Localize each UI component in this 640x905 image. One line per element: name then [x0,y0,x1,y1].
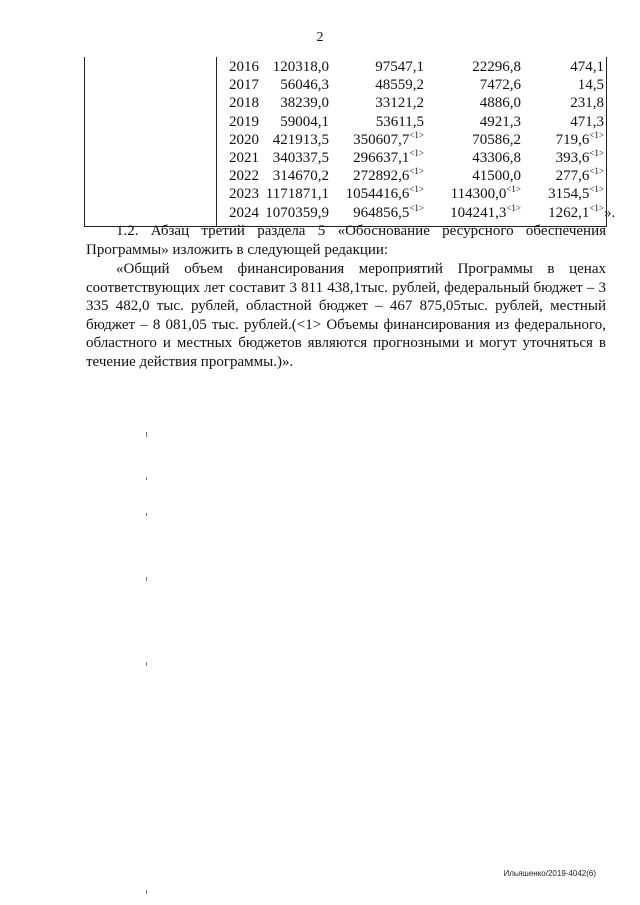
year-cell-value: 2022 [229,168,259,185]
table-row [217,76,606,94]
year-cell [217,149,263,167]
year-cell-value: 2024 [229,204,259,221]
local-cell [521,113,604,131]
federal-cell [329,167,424,185]
table-row [217,94,606,112]
year-cell-value: 2020 [229,131,259,148]
table-row [217,167,606,185]
row-tail [604,204,616,222]
regional-cell-value: 22296,8 [472,59,521,75]
year-cell [217,58,263,76]
row-tail [604,113,606,131]
regional-cell-value: 43306,8 [472,149,521,166]
local-cell-value: 1262,1 [548,204,590,221]
local-cell [521,94,604,112]
paragraph-amendment: 1.2. Абзац третий раздела 5 «Обоснование ресурсного обеспечения Программы» изложить в следующей редакции: [86,223,606,258]
year-cell [217,94,263,112]
scan-speck [146,477,147,480]
year-cell-value: 2016 [229,59,259,75]
scan-speck [146,662,147,666]
total-cell-value: 59004,1 [280,113,329,130]
footnote-marker: <1> [589,147,604,158]
local-cell-value: 277,6 [555,168,590,185]
total-cell [263,58,329,76]
local-cell-value: 719,6 [555,131,590,148]
footer-code: Ильяшенко/2019-4042(6) [503,869,596,878]
footnote-marker: <1> [589,129,604,140]
year-cell [217,131,263,149]
total-cell-value: 1171871,1 [265,186,329,203]
total-cell [263,167,329,185]
table-rows [217,58,616,222]
federal-cell [329,185,424,203]
local-cell [521,167,604,185]
total-cell [263,113,329,131]
regional-cell [424,76,521,94]
federal-cell-value: 964856,5 [353,204,410,221]
federal-cell-value: 53611,5 [375,113,424,130]
footnote-marker: <1> [409,184,424,195]
federal-cell [329,204,424,222]
federal-cell-value: 33121,2 [375,95,424,112]
paragraph-quote: «Общий объем финансирования мероприятий Программы в ценах соответствующих лет составит 3 811 438,1тыс. рублей, федеральный бюджет – 3 335 482,0 тыс. рублей, областной бюджет – 467 875,05тыс. рублей, местный бюджет – 8 081,05 тыс. рублей.(<1> Объемы финансирования из федерального, областного и местных бюджетов являются прогнозными и могут уточняться в течение действия программы.)». [86,261,606,370]
local-cell [521,149,604,167]
row-tail [604,76,606,94]
regional-cell [424,149,521,167]
total-cell [263,94,329,112]
table-empty-column [85,57,217,226]
footnote-marker: <1> [589,166,604,177]
table-row [217,149,606,167]
local-cell [521,204,604,222]
local-cell [521,58,604,76]
federal-cell [329,76,424,94]
total-cell [263,149,329,167]
year-cell [217,76,263,94]
total-cell [263,185,329,203]
footnote-marker: <1> [506,184,521,195]
regional-cell [424,113,521,131]
scan-speck [146,890,147,894]
year-cell-value: 2018 [229,95,259,112]
row-tail [604,185,606,203]
local-cell-value: 231,8 [570,95,604,112]
footnote-marker: <1> [409,147,424,158]
federal-cell [329,131,424,149]
regional-cell-value: 114300,0 [450,186,507,203]
regional-cell [424,58,521,76]
total-cell-value: 120318,0 [272,59,329,75]
row-tail [604,167,606,185]
regional-cell [424,204,521,222]
regional-cell [424,131,521,149]
scan-speck [146,432,147,437]
row-tail [604,94,606,112]
local-cell [521,185,604,203]
row-tail [604,131,606,149]
total-cell [263,131,329,149]
page-number: 2 [316,30,324,45]
year-cell-value: 2021 [229,149,259,166]
table-row [217,131,606,149]
regional-cell-value: 70586,2 [472,131,521,148]
total-cell-value: 56046,3 [280,77,329,94]
table-data-cell [217,57,616,226]
table-row [217,202,616,222]
total-cell [263,204,329,222]
total-cell [263,76,329,94]
year-cell-value: 2019 [229,113,259,130]
row-tail [604,149,606,167]
federal-cell-value: 1054416,6 [345,186,410,203]
footnote-marker: <1> [409,202,424,213]
footnote-marker: <1> [409,129,424,140]
regional-cell-value: 7472,6 [479,77,521,94]
regional-cell [424,94,521,112]
table-row [217,185,606,203]
total-cell-value: 314670,2 [272,168,329,185]
year-cell-value: 2017 [229,77,259,94]
total-cell-value: 1070359,9 [265,204,329,221]
regional-cell-value: 41500,0 [472,168,521,185]
federal-cell-value: 296637,1 [353,149,410,166]
year-cell [217,167,263,185]
footnote-marker: <1> [506,202,521,213]
regional-cell-value: 4886,0 [479,95,521,112]
local-cell [521,131,604,149]
total-cell-value: 421913,5 [272,131,329,148]
footnote-marker: <1> [589,184,604,195]
regional-cell-value: 4921,3 [479,113,521,130]
funding-table [84,57,616,227]
total-cell-value: 38239,0 [280,95,329,112]
year-cell [217,204,263,222]
local-cell-value: 3154,5 [548,186,590,203]
federal-cell-value: 48559,2 [375,77,424,94]
row-tail-value: ». [604,204,616,221]
regional-cell [424,185,521,203]
federal-cell-value: 350607,7 [353,131,410,148]
scan-speck [146,513,147,516]
local-cell-value: 474,1 [570,59,604,75]
federal-cell-value: 97547,1 [375,59,424,75]
local-cell-value: 14,5 [577,77,604,94]
table-row [217,58,606,76]
federal-cell [329,113,424,131]
footnote-marker: <1> [409,166,424,177]
federal-cell [329,58,424,76]
local-cell-value: 393,6 [555,149,590,166]
total-cell-value: 340337,5 [272,149,329,166]
local-cell-value: 471,3 [570,113,604,130]
regional-cell [424,167,521,185]
footnote-marker: <1> [589,202,604,213]
year-cell [217,185,263,203]
federal-cell [329,94,424,112]
local-cell [521,76,604,94]
regional-cell-value: 104241,3 [450,204,507,221]
scan-speck [146,577,147,581]
row-tail [604,58,606,76]
federal-cell-value: 272892,6 [353,168,410,185]
federal-cell [329,149,424,167]
table-row [217,113,606,131]
year-cell [217,113,263,131]
year-cell-value: 2023 [229,186,259,203]
